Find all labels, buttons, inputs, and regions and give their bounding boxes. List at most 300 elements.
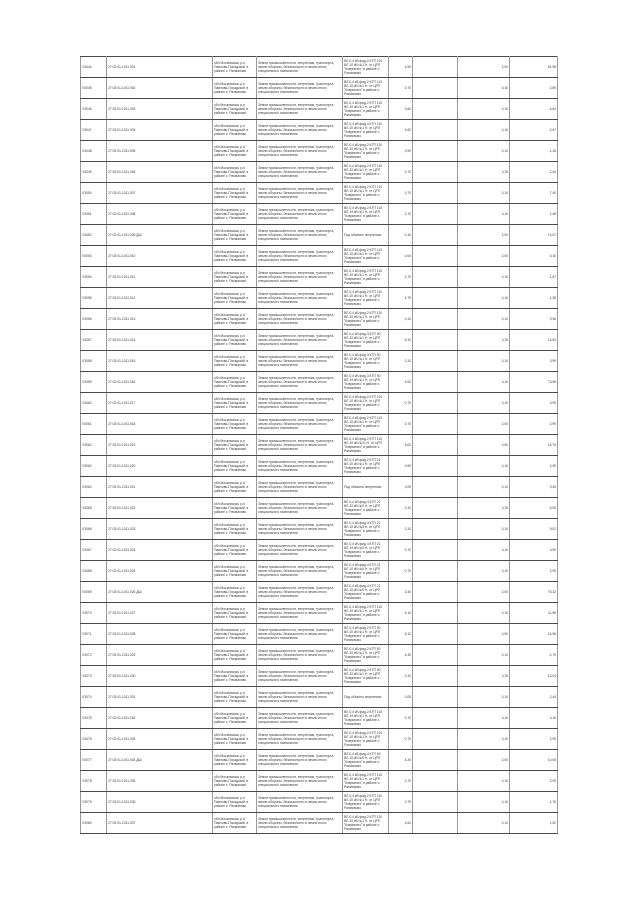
table-body xyxy=(81,57,558,834)
cell-cadastral-code: 27:02:01-1011.006 xyxy=(107,162,213,183)
cell-cadastral-code: 27:02:01-1011.025 xyxy=(107,561,213,582)
cell-address: обл Московская, р-н Павлово-Посадский, в районе с. Рахманово xyxy=(213,477,257,498)
cell-value-3: 2,44 xyxy=(510,687,558,708)
cell-facility: ВЛ-0,4 кВ фид.2 КТП 110 ВЛ-10 кВ №1 Н. от ЦРП "Ковригино" в районе с. Рахманово xyxy=(343,78,389,99)
cell-land-category: Земли промышленности, энергетики, транспорта, земли обороны, безопасности и земли иного специального назначения xyxy=(257,729,343,750)
cell-address: обл Московская, р-н Павлово-Посадский, в районе с. Рахманово xyxy=(213,708,257,729)
cell-value-2: 0,50 xyxy=(458,624,510,645)
cell-address: обл Московская, р-н Павлово-Посадский, в районе с. Рахманово xyxy=(213,666,257,687)
table-row xyxy=(81,225,558,246)
cell-cadastral-code: 27:02:01-1011.031 xyxy=(107,687,213,708)
cell-land-category: Земли промышленности, энергетики, транспорта, земли обороны, безопасности и земли иного специального назначения xyxy=(257,561,343,582)
cell-facility: ВЛ-0,4 кВ фид.3 КТП 50 ВЛ-10 кВ №1 Н. от ЦРП "Ковригино" в районе с. Рахманово xyxy=(343,351,389,372)
cell-address: обл Московская, р-н Павлово-Посадский, в районе с. Рахманово xyxy=(213,414,257,435)
cell-value-3: 2,44 xyxy=(510,162,558,183)
cell-value-2: 0,10 xyxy=(458,561,510,582)
cell-address: обл Московская, р-н Павлово-Посадский, в районе с. Рахманово xyxy=(213,435,257,456)
cell-value-3: 3,99 xyxy=(510,351,558,372)
cell-value-2: 2,00 xyxy=(458,582,510,603)
cell-blank xyxy=(413,204,458,225)
cell-value-2: 0,10 xyxy=(458,162,510,183)
cell-address: обл Московская, р-н Павлово-Посадский, в районе с. Рахманово xyxy=(213,582,257,603)
cell-plot-id: V3077 xyxy=(81,750,107,771)
cell-plot-id: V3053 xyxy=(81,246,107,267)
cell-land-category: Земли промышленности, энергетики, транспорта, земли обороны, безопасности и земли иного специального назначения xyxy=(257,225,343,246)
cell-land-category: Земли промышленности, энергетики, транспорта, земли обороны, безопасности и земли иного специального назначения xyxy=(257,330,343,351)
cell-land-category: Земли промышленности, энергетики, транспорта, земли обороны, безопасности и земли иного специального назначения xyxy=(257,624,343,645)
cell-value-3: 2,99 xyxy=(510,414,558,435)
cell-blank xyxy=(413,225,458,246)
cell-value-2: 0,10 xyxy=(458,456,510,477)
cell-cadastral-code: 27:02:01-1011.018 xyxy=(107,414,213,435)
table-row xyxy=(81,666,558,687)
cell-address: обл Московская, р-н Павлово-Посадский, в районе с. Рахманово xyxy=(213,288,257,309)
cell-value-1: 0,70 xyxy=(389,561,413,582)
cell-facility: ВЛ-0,4 кВ фид.2 КТП 110 ВЛ-10 кВ №1 Н. от ЦРП "Ковригино" в районе с. Рахманово xyxy=(343,393,389,414)
table-row xyxy=(81,708,558,729)
cell-address: обл Московская, р-н Павлово-Посадский, в районе с. Рахманово xyxy=(213,162,257,183)
cell-value-2: 0,10 xyxy=(458,183,510,204)
table-row xyxy=(81,78,558,99)
table-row xyxy=(81,288,558,309)
cell-value-2: 0,10 xyxy=(458,687,510,708)
cell-land-category: Земли промышленности, энергетики, транспорта, земли обороны, безопасности и земли иного специального назначения xyxy=(257,582,343,603)
cell-value-1: 4,40 xyxy=(389,645,413,666)
cell-value-3: 15,75 xyxy=(510,435,558,456)
cell-value-3: 14,54 xyxy=(510,330,558,351)
cell-plot-id: V3078 xyxy=(81,771,107,792)
cell-facility: ВЛ-0,4 кВ фид.4 КТП 21 ВЛ-10 кВ №5 Н. от ЦРП "Ковригино" в районе с. Рахманово xyxy=(343,498,389,519)
cell-facility: ВЛ-0,4 кВ фид.4 КТП 21 ВЛ-10 кВ №5 Н. от ЦРП "Ковригино" в районе с. Рахманово xyxy=(343,561,389,582)
cell-blank xyxy=(413,687,458,708)
cell-blank xyxy=(413,78,458,99)
table-row xyxy=(81,582,558,603)
cell-value-2: 0,10 xyxy=(458,99,510,120)
cell-value-1: 0,05 xyxy=(389,687,413,708)
cell-land-category: Земли промышленности, энергетики, транспорта, земли обороны, безопасности и земли иного специального назначения xyxy=(257,78,343,99)
cell-blank xyxy=(413,771,458,792)
table-row xyxy=(81,645,558,666)
table-row xyxy=(81,477,558,498)
table-row xyxy=(81,309,558,330)
cell-blank xyxy=(413,288,458,309)
cell-blank xyxy=(413,708,458,729)
cell-value-2: 0,10 xyxy=(458,519,510,540)
cell-value-3: 2,99 xyxy=(510,561,558,582)
table-row xyxy=(81,372,558,393)
cell-land-category: Земли промышленности, энергетики, транспорта, земли обороны, безопасности и земли иного специального назначения xyxy=(257,435,343,456)
cell-land-category: Земли промышленности, энергетики, транспорта, земли обороны, безопасности и земли иного специального назначения xyxy=(257,645,343,666)
cell-plot-id: V3047 xyxy=(81,120,107,141)
cell-value-3: 9,02 xyxy=(510,519,558,540)
cell-blank xyxy=(413,414,458,435)
cell-value-1: 0,05 xyxy=(389,477,413,498)
cell-facility: ВЛ-0,4 кВ фид.2 КТП 110 ВЛ-10 кВ №1 Н. от ЦРП "Ковригино" в районе с. Рахманово xyxy=(343,771,389,792)
cell-cadastral-code: 27:02:01-1011.035 xyxy=(107,771,213,792)
cell-facility: ВЛ-0,4 кВ фид.2 КТП 50 ВЛ-10 кВ №1 Н. от ЦРП "Ковригино" в районе с. Рахманово xyxy=(343,624,389,645)
cell-plot-id: V3048 xyxy=(81,141,107,162)
cell-plot-id: V3070 xyxy=(81,603,107,624)
cell-blank xyxy=(413,813,458,834)
cell-cadastral-code: 27:02:01-1011.008 xyxy=(107,204,213,225)
cell-plot-id: V3056 xyxy=(81,309,107,330)
cell-plot-id: V3055 xyxy=(81,288,107,309)
cell-value-2: 0,10 xyxy=(458,288,510,309)
cell-land-category: Земли промышленности, энергетики, транспорта, земли обороны, безопасности и земли иного специального назначения xyxy=(257,456,343,477)
cell-value-1: 0,60 xyxy=(389,99,413,120)
cell-land-category: Земли промышленности, энергетики, транспорта, земли обороны, безопасности и земли иного специального назначения xyxy=(257,204,343,225)
cell-plot-id: V3051 xyxy=(81,204,107,225)
cell-facility: ВЛ-0,4 кВ фид.2 КТП 50 ВЛ-10 кВ №1 Н. от ЦРП "Ковригино" в районе с. Рахманово xyxy=(343,666,389,687)
cell-value-2: 0,10 xyxy=(458,141,510,162)
cell-plot-id: V3068 xyxy=(81,561,107,582)
cell-blank xyxy=(413,393,458,414)
cell-cadastral-code: 27:02:01-1011.007 xyxy=(107,183,213,204)
table-row xyxy=(81,267,558,288)
cell-value-2: 0,10 xyxy=(458,78,510,99)
cell-address: обл Московская, р-н Павлово-Посадский, в районе с. Рахманово xyxy=(213,309,257,330)
cell-value-2: 0,10 xyxy=(458,267,510,288)
cell-facility: Под объекты энергетики xyxy=(343,225,389,246)
cell-value-3: 2,69 xyxy=(510,78,558,99)
cell-value-2: 2,00 xyxy=(458,57,510,78)
cell-value-1: 0,70 xyxy=(389,729,413,750)
cell-plot-id: V3054 xyxy=(81,267,107,288)
cell-blank xyxy=(413,666,458,687)
cell-value-3: 2,99 xyxy=(510,729,558,750)
cell-land-category: Земли промышленности, энергетики, транспорта, земли обороны, безопасности и земли иного специального назначения xyxy=(257,288,343,309)
table-row xyxy=(81,456,558,477)
table-row xyxy=(81,204,558,225)
cell-address: обл Московская, р-н Павлово-Посадский, в районе с. Рахманово xyxy=(213,204,257,225)
cell-plot-id: V3074 xyxy=(81,687,107,708)
table-row xyxy=(81,771,558,792)
cell-address: обл Московская, р-н Павлово-Посадский, в районе с. Рахманово xyxy=(213,729,257,750)
cell-cadastral-code: 27:02:01-1011.016 xyxy=(107,372,213,393)
cell-plot-id: V3044 xyxy=(81,57,107,78)
cell-blank xyxy=(413,456,458,477)
cell-land-category: Земли промышленности, энергетики, транспорта, земли обороны, безопасности и земли иного специального назначения xyxy=(257,540,343,561)
table-row xyxy=(81,519,558,540)
cell-land-category: Земли промышленности, энергетики, транспорта, земли обороны, безопасности и земли иного специального назначения xyxy=(257,708,343,729)
cell-value-3: 0,10 xyxy=(510,246,558,267)
cell-value-2: 0,10 xyxy=(458,645,510,666)
cell-value-3: -1,38 xyxy=(510,288,558,309)
cell-cadastral-code: 27:02:01-1011.010 xyxy=(107,246,213,267)
cell-value-2: 0,10 xyxy=(458,393,510,414)
cell-value-3: 9,36 xyxy=(510,309,558,330)
cell-value-3: 1,52 xyxy=(510,813,558,834)
cell-land-category: Земли промышленности, энергетики, транспорта, земли обороны, безопасности и земли иного специального назначения xyxy=(257,162,343,183)
cell-value-1: 0,00 xyxy=(389,246,413,267)
cell-facility: ВЛ-0,4 кВ фид.3 КТП 50 ВЛ-10 кВ №1 Н. от ЦРП "Ковригино" в районе с. Рахманово xyxy=(343,330,389,351)
cell-value-3: -1,15 xyxy=(510,141,558,162)
cell-cadastral-code: 27:02:01-1011.024 xyxy=(107,540,213,561)
cell-facility: ВЛ-0,4 кВ фид.2 КТП 110 ВЛ-10 кВ №21 Н. от ЦРП "Ковригино" в районе с. Рахманово xyxy=(343,435,389,456)
cell-blank xyxy=(413,498,458,519)
cell-value-1: 4,60 xyxy=(389,813,413,834)
table-row xyxy=(81,603,558,624)
cell-blank xyxy=(413,183,458,204)
cell-land-category: Земли промышленности, энергетики, транспорта, земли обороны, безопасности и земли иного специального назначения xyxy=(257,771,343,792)
cell-cadastral-code: 27:02:01-1011.029 xyxy=(107,645,213,666)
cell-value-1: 0,10 xyxy=(389,498,413,519)
cell-value-3: 7,40 xyxy=(510,183,558,204)
cell-blank xyxy=(413,99,458,120)
cell-facility: ВЛ-0,4 кВ фид.2 КТП 110 ВЛ-10 кВ №1 Н. от ЦРП "Ковригино" в районе с. Рахманово xyxy=(343,792,389,813)
cell-cadastral-code: 27:02:01-1011.023 xyxy=(107,519,213,540)
cell-address: обл Московская, р-н Павлово-Посадский, в районе с. Рахманово xyxy=(213,540,257,561)
cell-plot-id: V3073 xyxy=(81,666,107,687)
cell-land-category: Земли промышленности, энергетики, транспорта, земли обороны, безопасности и земли иного специального назначения xyxy=(257,477,343,498)
table-row xyxy=(81,792,558,813)
table-row xyxy=(81,183,558,204)
cell-cadastral-code: 27:02:01-1011.027 xyxy=(107,603,213,624)
cell-cadastral-code: 27:02:01-1011.037 xyxy=(107,813,213,834)
table-row xyxy=(81,57,558,78)
cell-cadastral-code: 27:02:01-1011.030 xyxy=(107,666,213,687)
cell-address: обл Московская, р-н Павлово-Посадский, в районе с. Рахманово xyxy=(213,750,257,771)
cell-value-2: 0,10 xyxy=(458,813,510,834)
cell-address: обл Московская, р-н Павлово-Посадский, в районе с. Рахманово xyxy=(213,393,257,414)
cell-plot-id: V3046 xyxy=(81,99,107,120)
cell-land-category: Земли промышленности, энергетики, транспорта, земли обороны, безопасности и земли иного специального назначения xyxy=(257,351,343,372)
cell-cadastral-code: 27:02:01-1011.004 xyxy=(107,120,213,141)
cell-value-3: -1,75 xyxy=(510,792,558,813)
cell-address: обл Московская, р-н Павлово-Посадский, в районе с. Рахманово xyxy=(213,351,257,372)
cell-address: обл Московская, р-н Павлово-Посадский, в районе с. Рахманово xyxy=(213,246,257,267)
cell-value-1: 4,20 xyxy=(389,750,413,771)
cell-plot-id: V3069 xyxy=(81,582,107,603)
cell-facility: ВЛ-0,4 кВ фид.4 КТП 21 ВЛ-10 кВ №5 Н. от ЦРП "Ковригино" в районе с. Рахманово xyxy=(343,540,389,561)
cell-plot-id: V3079 xyxy=(81,792,107,813)
cell-address: обл Московская, р-н Павлово-Посадский, в районе с. Рахманово xyxy=(213,792,257,813)
cell-plot-id: V3058 xyxy=(81,351,107,372)
cell-facility: ВЛ-0,4 кВ фид.4 КТП 69 ВЛ-10 кВ №5 Н. от ЦРП "Ковригино" в районе с. Рахманово xyxy=(343,750,389,771)
cell-cadastral-code: 27:02:01-1011.036 xyxy=(107,792,213,813)
cell-blank xyxy=(413,435,458,456)
cell-land-category: Земли промышленности, энергетики, транспорта, земли обороны, безопасности и земли иного специального назначения xyxy=(257,267,343,288)
cell-address: обл Московская, р-н Павлово-Посадский, в районе с. Рахманово xyxy=(213,603,257,624)
cell-facility: ВЛ-0,4 кВ фид.2 КТП 110 ВЛ-10 кВ №1 Н. от ЦРП "Ковригино" в районе с. Рахманово xyxy=(343,183,389,204)
cell-blank xyxy=(413,141,458,162)
cell-facility: ВЛ-0,4 кВ фид.2 КТП 110 ВЛ-10 кВ №1 Н. от ЦРП "Ковригино" в районе с. Рахманово xyxy=(343,99,389,120)
cell-value-2: 0,10 xyxy=(458,477,510,498)
table-row xyxy=(81,750,558,771)
cell-value-1: 0,10 xyxy=(389,351,413,372)
table-row xyxy=(81,729,558,750)
cell-value-1: 0,90 xyxy=(389,141,413,162)
cell-plot-id: V3050 xyxy=(81,183,107,204)
cell-value-1: 0,70 xyxy=(389,540,413,561)
cell-cadastral-code: 27:02:01-1011.009 ДШ xyxy=(107,225,213,246)
cell-cadastral-code: 27:02:01-1011.011 xyxy=(107,267,213,288)
cell-value-2: 2,00 xyxy=(458,414,510,435)
cell-value-3: 75,32 xyxy=(510,582,558,603)
cell-facility: ВЛ-0,4 кВ фид.4 КТП 21 ВЛ-10 кВ №5 Н. от ЦРП "Ковригино" в районе с. Рахманово xyxy=(343,519,389,540)
cell-land-category: Земли промышленности, энергетики, транспорта, земли обороны, безопасности и земли иного специального назначения xyxy=(257,750,343,771)
cell-blank xyxy=(413,57,458,78)
table-row xyxy=(81,162,558,183)
cell-address: обл Московская, р-н Павлово-Посадский, в районе с. Рахманово xyxy=(213,645,257,666)
cell-plot-id: V3071 xyxy=(81,624,107,645)
cell-cadastral-code: 27:02:01-1011.022 xyxy=(107,498,213,519)
cell-value-3: 5,05 xyxy=(510,498,558,519)
cell-plot-id: V3076 xyxy=(81,729,107,750)
cell-blank xyxy=(413,267,458,288)
cell-address: обл Московская, р-н Павлово-Посадский, в районе с. Рахманово xyxy=(213,120,257,141)
cell-blank xyxy=(413,120,458,141)
cell-facility: ВЛ-0,4 кВ фид.2 КТП 110 ВЛ-10 кВ №1 Н. от ЦРП "Ковригино" в районе с. Рахманово xyxy=(343,267,389,288)
table-row xyxy=(81,813,558,834)
cell-blank xyxy=(413,246,458,267)
cell-address: обл Московская, р-н Павлово-Посадский, в районе с. Рахманово xyxy=(213,624,257,645)
cell-land-category: Земли промышленности, энергетики, транспорта, земли обороны, безопасности и земли иного специального назначения xyxy=(257,120,343,141)
cell-land-category: Земли промышленности, энергетики, транспорта, земли обороны, безопасности и земли иного специального назначения xyxy=(257,183,343,204)
cell-value-3: 0,16 xyxy=(510,708,558,729)
cell-land-category: Земли промышленности, энергетики, транспорта, земли обороны, безопасности и земли иного специального назначения xyxy=(257,666,343,687)
cell-value-1: 4,00 xyxy=(389,372,413,393)
cell-facility: Под объекты энергетики xyxy=(343,477,389,498)
cell-value-3: 51,98 xyxy=(510,57,558,78)
cell-cadastral-code: 27:02:01-1011.012 xyxy=(107,288,213,309)
table-row xyxy=(81,435,558,456)
cell-blank xyxy=(413,792,458,813)
cell-land-category: Земли промышленности, энергетики, транспорта, земли обороны, безопасности и земли иного специального назначения xyxy=(257,687,343,708)
cell-address: обл Московская, р-н Павлово-Посадский, в районе с. Рахманово xyxy=(213,183,257,204)
cell-cadastral-code: 27:02:01-1011.021 xyxy=(107,477,213,498)
table-row xyxy=(81,246,558,267)
cell-plot-id: V3060 xyxy=(81,393,107,414)
cell-cadastral-code: 27:02:01-1011.001 xyxy=(107,57,213,78)
cell-plot-id: V3064 xyxy=(81,477,107,498)
cell-cadastral-code: 27:02:01-1011.015 xyxy=(107,351,213,372)
cell-blank xyxy=(413,309,458,330)
cell-facility: ВЛ-0,4 кВ фид.2 КТП 110 ВЛ-10 кВ №1 Н. от ЦРП "Ковригино" в районе с. Рахманово xyxy=(343,57,389,78)
table-row xyxy=(81,414,558,435)
cell-address: обл Московская, р-н Павлово-Посадский, в районе с. Рахманово xyxy=(213,519,257,540)
cell-blank xyxy=(413,162,458,183)
cell-address: обл Московская, р-н Павлово-Посадский, в районе с. Рахманово xyxy=(213,561,257,582)
cell-value-2: 0,10 xyxy=(458,309,510,330)
cell-value-3: 2,09 xyxy=(510,456,558,477)
cell-value-2: 0,10 xyxy=(458,792,510,813)
cell-cadastral-code: 27:02:01-1011.014 xyxy=(107,330,213,351)
cell-value-3: 10,05 xyxy=(510,750,558,771)
cell-land-category: Земли промышленности, энергетики, транспорта, земли обороны, безопасности и земли иного специального назначения xyxy=(257,813,343,834)
cell-value-1: 4,10 xyxy=(389,603,413,624)
table-row xyxy=(81,351,558,372)
cell-blank xyxy=(413,750,458,771)
cell-address: обл Московская, р-н Павлово-Посадский, в районе с. Рахманово xyxy=(213,372,257,393)
cell-address: обл Московская, р-н Павлово-Посадский, в районе с. Рахманово xyxy=(213,456,257,477)
cell-facility: ВЛ-0,4 кВ фид.2 КТП 110 ВЛ-10 кВ №1 Н. от ЦРП "Ковригино" в районе с. Рахманово xyxy=(343,729,389,750)
cell-facility: ВЛ-0,4 кВ фид.2 КТП 110 ВЛ-10 кВ №1 Н. от ЦРП "Ковригино" в районе с. Рахманово xyxy=(343,813,389,834)
cell-land-category: Земли промышленности, энергетики, транспорта, земли обороны, безопасности и земли иного специального назначения xyxy=(257,498,343,519)
cell-value-2: 0,10 xyxy=(458,540,510,561)
cell-cadastral-code: 27:02:01-1011.020 xyxy=(107,456,213,477)
cell-cadastral-code: 27:02:01-1011.013 xyxy=(107,309,213,330)
cell-value-1: 0,10 xyxy=(389,225,413,246)
cell-blank xyxy=(413,582,458,603)
cell-value-1: 2,70 xyxy=(389,204,413,225)
cell-plot-id: V3049 xyxy=(81,162,107,183)
cell-value-3: 0,90 xyxy=(510,540,558,561)
cell-value-3: 12,04 xyxy=(510,666,558,687)
cell-facility: ВЛ-0,4 кВ фид.2 КТП 110 ВЛ-10 кВ №1 Н. от ЦРП "Ковригино" в районе с. Рахманово xyxy=(343,414,389,435)
cell-value-1: 0,70 xyxy=(389,162,413,183)
cell-value-3: 1,48 xyxy=(510,204,558,225)
cell-land-category: Земли промышленности, энергетики, транспорта, земли обороны, безопасности и земли иного специального назначения xyxy=(257,393,343,414)
cell-blank xyxy=(413,624,458,645)
cell-address: обл Московская, р-н Павлово-Посадский, в районе с. Рахманово xyxy=(213,141,257,162)
cell-address: обл Московская, р-н Павлово-Посадский, в районе с. Рахманово xyxy=(213,225,257,246)
cell-facility: ВЛ-0,4 кВ фид.2 КТП 110 ВЛ-10 кВ №1 Н. от ЦРП "Ковригино" в районе с. Рахманово xyxy=(343,204,389,225)
cell-value-1: 4,60 xyxy=(389,120,413,141)
cell-value-1: 0,70 xyxy=(389,708,413,729)
cell-value-2: 0,10 xyxy=(458,708,510,729)
cell-value-1: 0,70 xyxy=(389,792,413,813)
cell-value-1: 5,10 xyxy=(389,624,413,645)
cell-plot-id: V3080 xyxy=(81,813,107,834)
cell-value-2: 0,50 xyxy=(458,435,510,456)
cell-value-2: 0,10 xyxy=(458,351,510,372)
cell-plot-id: V3052 xyxy=(81,225,107,246)
cell-address: обл Московская, р-н Павлово-Посадский, в районе с. Рахманово xyxy=(213,99,257,120)
cell-value-1: 0,70 xyxy=(389,393,413,414)
cell-plot-id: V3062 xyxy=(81,435,107,456)
cell-value-1: 0,70 xyxy=(389,78,413,99)
cell-facility: ВЛ-0,4 кВ фид.3 КТП 50 ВЛ-10 кВ №1 Н. от ЦРП "Ковригино" в районе с. Рахманово xyxy=(343,372,389,393)
cell-facility: ВЛ-0,4 кВ фид.2 КТП 21 ВЛ-10 кВ №1 Н. от ЦРП "Ковригино" в районе с. Рахманово xyxy=(343,456,389,477)
cell-cadastral-code: 27:02:01-1011.028 xyxy=(107,624,213,645)
cell-plot-id: V3061 xyxy=(81,414,107,435)
cell-cadastral-code: 27:02:01-1011.002 xyxy=(107,78,213,99)
cell-value-2: 2,00 xyxy=(458,225,510,246)
cell-address: обл Московская, р-н Павлово-Посадский, в районе с. Рахманово xyxy=(213,57,257,78)
cell-blank xyxy=(413,540,458,561)
cell-value-3: 73,98 xyxy=(510,372,558,393)
cell-blank xyxy=(413,645,458,666)
cell-value-2: 0,10 xyxy=(458,330,510,351)
cell-value-1: 5,00 xyxy=(389,435,413,456)
cell-plot-id: V3065 xyxy=(81,498,107,519)
cell-value-1: 0,10 xyxy=(389,309,413,330)
cell-value-3: 11,98 xyxy=(510,603,558,624)
table-row xyxy=(81,624,558,645)
cell-value-2: 0,10 xyxy=(458,120,510,141)
cell-blank xyxy=(413,561,458,582)
cell-value-3: 14,96 xyxy=(510,624,558,645)
cell-plot-id: V3045 xyxy=(81,78,107,99)
cell-land-category: Земли промышленности, энергетики, транспорта, земли обороны, безопасности и земли иного специального назначения xyxy=(257,141,343,162)
cell-address: обл Московская, р-н Павлово-Посадский, в районе с. Рахманово xyxy=(213,813,257,834)
cell-value-1: 4,50 xyxy=(389,57,413,78)
cell-land-category: Земли промышленности, энергетики, транспорта, земли обороны, безопасности и земли иного специального назначения xyxy=(257,99,343,120)
cell-facility: ВЛ-0,4 кВ фид.2 КТП 110 ВЛ-10 кВ №1 Н. от ЦРП "Ковригино" в районе с. Рахманово xyxy=(343,141,389,162)
cell-value-1: 4,70 xyxy=(389,267,413,288)
cell-facility: ВЛ-0,4 кВ фид.2 КТП 110 ВЛ-10 кВ №1 Н. от ЦРП "Ковригино" в районе с. Рахманово xyxy=(343,708,389,729)
cell-cadastral-code: 27:02:01-1011.026 ДШ xyxy=(107,582,213,603)
cell-blank xyxy=(413,729,458,750)
land-plots-table xyxy=(80,56,558,834)
cell-plot-id: V3067 xyxy=(81,540,107,561)
cell-facility: ВЛ-0,4 кВ фид.2 КТП 110 ВЛ-10 кВ №1 Н. от ЦРП "Ковригино" в районе с. Рахманово xyxy=(343,162,389,183)
cell-address: обл Московская, р-н Павлово-Посадский, в районе с. Рахманово xyxy=(213,771,257,792)
table-row xyxy=(81,393,558,414)
cell-value-1: 0,70 xyxy=(389,771,413,792)
cell-facility: ВЛ-0,4 кВ фид.2 КТП 110 ВЛ-10 кВ №1 Н. от ЦРП "Ковригино" в районе с. Рахманово xyxy=(343,288,389,309)
